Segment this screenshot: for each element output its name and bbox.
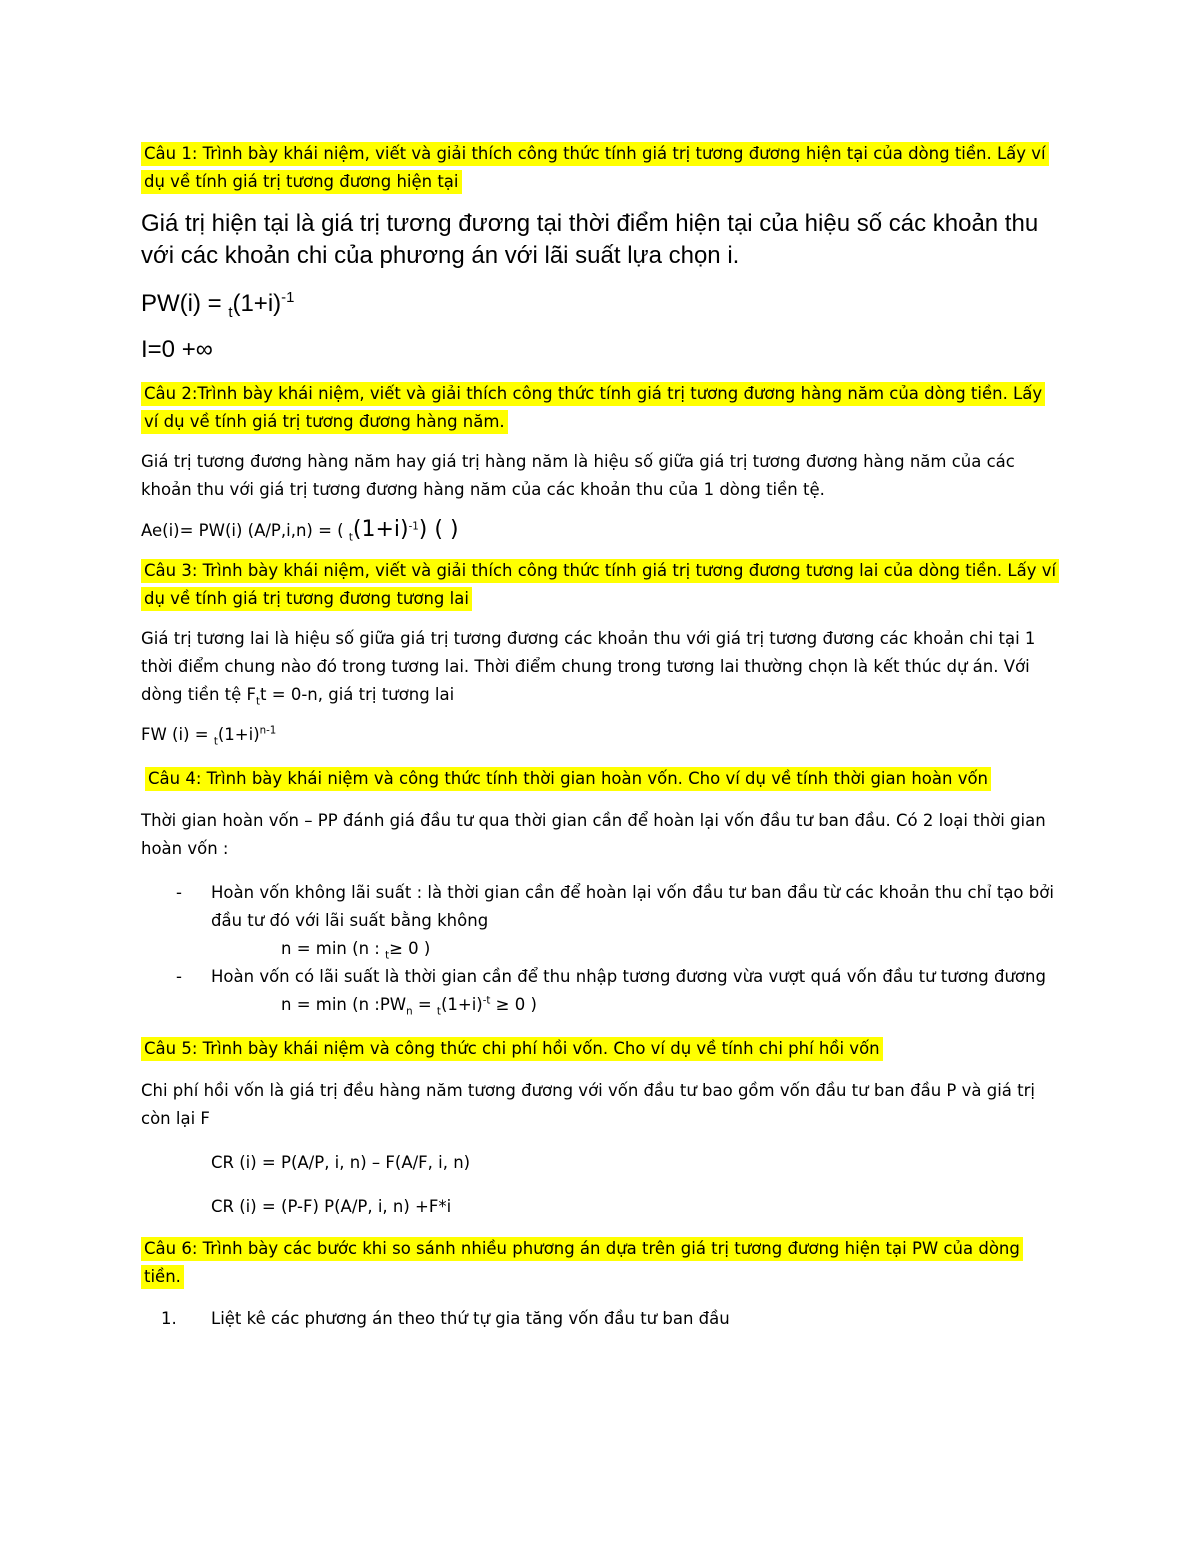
document-content	[141, 140, 1061, 1333]
list-item: - Hoàn vốn không lãi suất : là thời gian cần để hoàn lại vốn đầu tư ban đầu từ các khoản thu chỉ tạo bởi đầu tư đó với lãi suất bằng không n = min (n : $_t$≥ 0 )	[141, 879, 1061, 963]
question-5-formula-2: CR (i) = (P-F) P(A/P, i, n) +F*i	[211, 1197, 452, 1216]
question-3-definition: Giá trị tương lai là hiệu số giữa giá trị tương đương các khoản thu với giá trị tương đương các khoản chi tại 1 thời điểm chung nào đó trong tương lai. Thời điểm chung trong tương lai thường chọn là kết thúc dự án. Với dòng tiền tệ $F_tt = 0-n$, giá trị tương lai	[141, 629, 1036, 708]
step-number: 1.	[161, 1309, 177, 1328]
question-5-definition: Chi phí hồi vốn là giá trị đều hàng năm tương đương với vốn đầu tư bao gồm vốn đầu tư ban đầu P và giá trị còn lại F	[141, 1081, 1035, 1128]
question-4-heading	[141, 765, 1061, 793]
question-2-heading	[141, 380, 1061, 436]
question-1-formula: $PW(i) = _t(1+i)^{-1}$	[141, 290, 295, 321]
question-2-definition: Giá trị tương đương hàng năm hay giá trị hàng năm là hiệu số giữa giá trị tương đương hàng năm của các khoản thu với giá trị tương đương hàng năm của các khoản thu của 1 dòng tiền tệ.	[141, 452, 1015, 499]
question-1-definition: Giá trị hiện tại là giá trị tương đương tại thời điểm hiện tại của hiệu số các khoản thu với các khoản chi của phương án với lãi suất lựa chọn i.	[141, 210, 1039, 269]
question-5-heading	[141, 1035, 1061, 1063]
question-1-title: Câu 1: Trình bày khái niệm, viết và giải thích công thức tính giá trị tương đương hiện tại của dòng tiền. Lấy ví dụ về tính giá trị tương đương hiện tại	[141, 142, 1049, 194]
question-3-formula: FW $(i) = _t(1+i)^{n-1}$	[141, 725, 277, 748]
question-1-heading	[141, 140, 1061, 196]
question-4-intro: Thời gian hoàn vốn – PP đánh giá đầu tư qua thời gian cần để hoàn lại vốn đầu tư ban đầu. Có 2 loại thời gian hoàn vốn :	[141, 811, 1046, 858]
question-5-title: Câu 5: Trình bày khái niệm và công thức chi phí hồi vốn. Cho ví dụ về tính chi phí hồi vốn	[141, 1037, 883, 1061]
question-2-title: Câu 2:Trình bày khái niệm, viết và giải thích công thức tính giá trị tương đương hàng năm của dòng tiền. Lấy ví dụ về tính giá trị tương đương hàng năm.	[141, 382, 1045, 434]
payback-types-list	[141, 879, 1061, 1019]
item-2-formula: n = min (n $:PW_n = _t(1+i)^{-t} \ge 0$ )	[281, 995, 537, 1018]
item-1-formula: n = min (n : $_t$≥ 0 )	[281, 939, 431, 962]
list-item: 1. Liệt kê các phương án theo thứ tự gia tăng vốn đầu tư ban đầu	[141, 1305, 1061, 1333]
question-4-title: Câu 4: Trình bày khái niệm và công thức tính thời gian hoàn vốn. Cho ví dụ về tính thời gian hoàn vốn	[145, 767, 991, 791]
list-item: - Hoàn vốn có lãi suất là thời gian cần để thu nhập tương đương vừa vượt quá vốn đầu tư tương đương n = min (n $:PW_n = _t(1+i)^{-t} \ge 0$ )	[141, 963, 1061, 1019]
question-3-heading	[141, 557, 1061, 613]
question-6-heading	[141, 1235, 1061, 1291]
comparison-steps-list	[141, 1305, 1061, 1333]
question-2-formula: Ae(i)= PW(i) (A/P,i,n) = ( $_t(1+i)^{-1}$) ( )	[141, 517, 459, 544]
question-5-formula-1: CR (i) = P(A/P, i, n) – F(A/F, i, n)	[211, 1153, 471, 1172]
bullet-mark: -	[176, 967, 182, 986]
bullet-mark: -	[176, 883, 182, 902]
question-1-range: I=0 +∞	[141, 336, 213, 363]
question-6-title: Câu 6: Trình bày các bước khi so sánh nhiều phương án dựa trên giá trị tương đương hiện tại PW của dòng tiền.	[141, 1237, 1023, 1289]
question-3-title: Câu 3: Trình bày khái niệm, viết và giải thích công thức tính giá trị tương đương tương lai của dòng tiền. Lấy ví dụ về tính giá trị tương đương tương lai	[141, 559, 1059, 611]
